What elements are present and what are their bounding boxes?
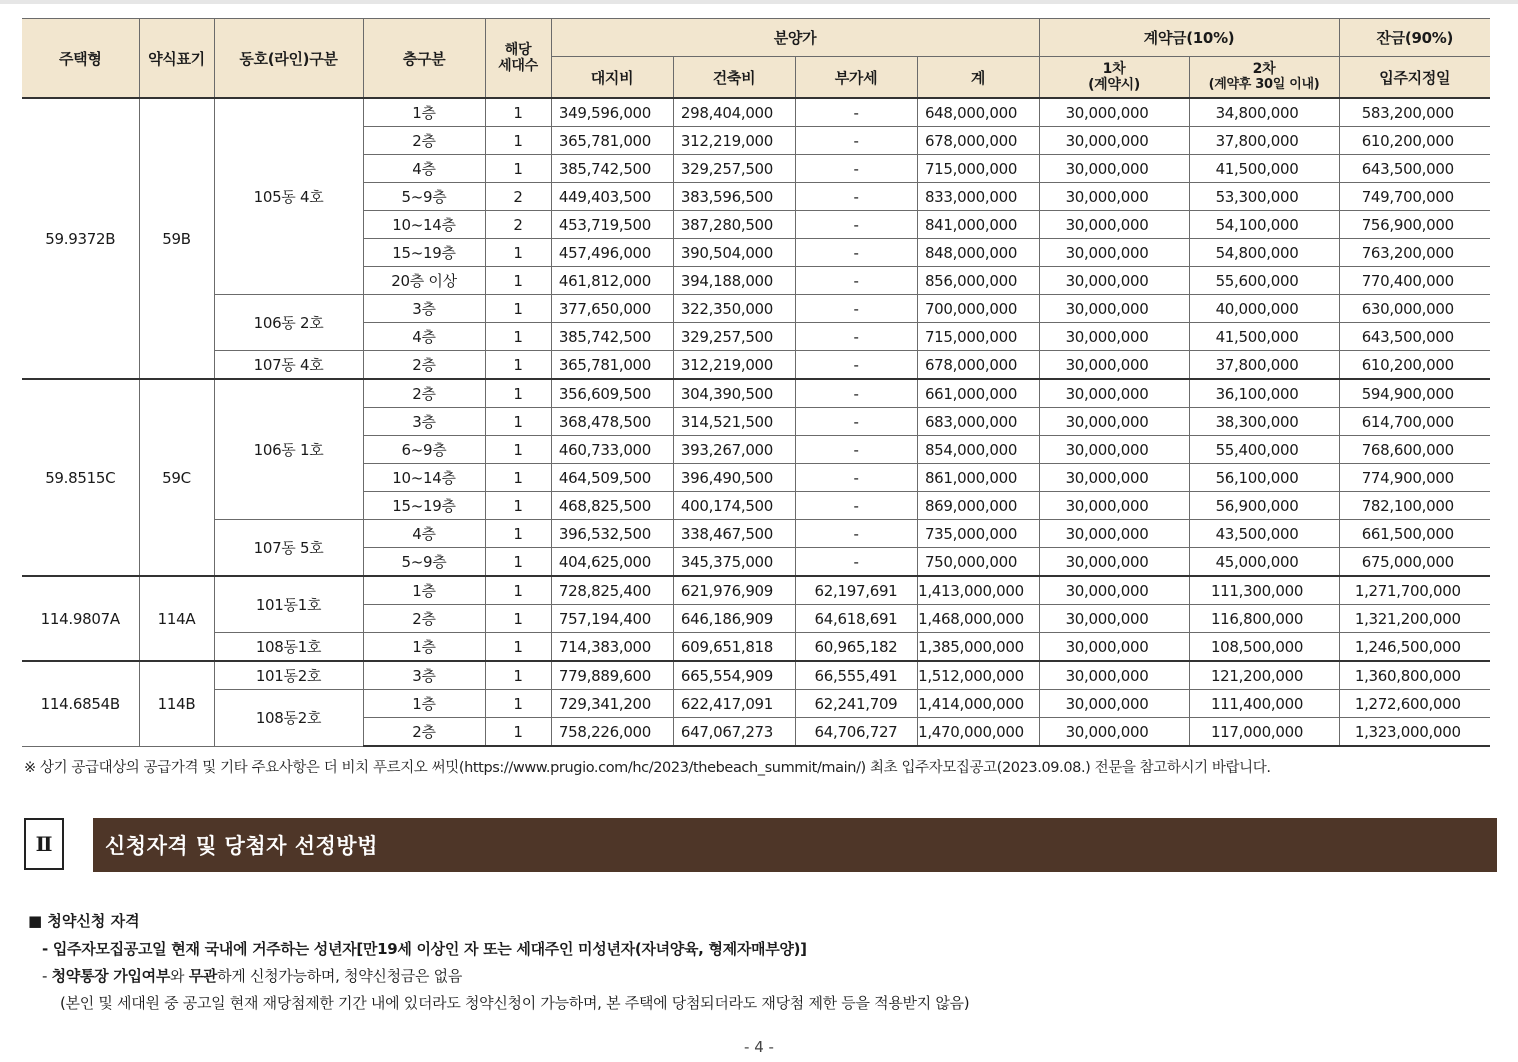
cell-building: 394,188,000: [673, 267, 795, 295]
cell-units: 1: [485, 718, 551, 747]
reference-note: ※ 상기 공급대상의 공급가격 및 기타 주요사항은 더 비치 푸르지오 써밋(https://www.prugio.com/hc/2023/thebeach_summit/main/) 최초 입주자모집공고(2023.09.08.) 전문을 참고하시기 바랍니다.: [24, 760, 1271, 776]
cell-land: 365,781,000: [551, 351, 673, 380]
cell-deposit-1: 30,000,000: [1039, 436, 1189, 464]
cell-deposit-2: 117,000,000: [1189, 718, 1339, 747]
cell-total: 1,413,000,000: [917, 576, 1039, 605]
cell-balance: 643,500,000: [1339, 323, 1490, 351]
page-number: - 4 -: [744, 1038, 774, 1056]
cell-deposit-1: 30,000,000: [1039, 295, 1189, 323]
cell-building: 665,554,909: [673, 661, 795, 690]
cell-land: 377,650,000: [551, 295, 673, 323]
cell-vat: -: [795, 323, 917, 351]
cell-deposit-2: 34,800,000: [1189, 98, 1339, 127]
cell-units: 1: [485, 576, 551, 605]
cell-total: 841,000,000: [917, 211, 1039, 239]
cell-land: 453,719,500: [551, 211, 673, 239]
cell-short-label: 59C: [139, 379, 214, 576]
cell-total: 1,414,000,000: [917, 690, 1039, 718]
cell-deposit-2: 111,300,000: [1189, 576, 1339, 605]
table-row: [22, 661, 1490, 690]
cell-land: 356,609,500: [551, 379, 673, 408]
cell-land: 404,625,000: [551, 548, 673, 577]
cell-vat: -: [795, 183, 917, 211]
cell-land: 396,532,500: [551, 520, 673, 548]
cell-floor: 2층: [363, 379, 485, 408]
cell-building: 322,350,000: [673, 295, 795, 323]
cell-housing-type: 59.8515C: [22, 379, 139, 576]
header-units-line1: 해당: [504, 42, 532, 58]
cell-housing-type: 114.9807A: [22, 576, 139, 661]
cell-floor: 15~19층: [363, 492, 485, 520]
eligibility-title: ■ 청약신청 자격: [28, 912, 140, 930]
cell-balance: 610,200,000: [1339, 127, 1490, 155]
cell-land: 728,825,400: [551, 576, 673, 605]
header-units-line2: 세대수: [498, 58, 538, 74]
cell-vat: -: [795, 520, 917, 548]
cell-building: 390,504,000: [673, 239, 795, 267]
cell-balance: 583,200,000: [1339, 98, 1490, 127]
cell-total: 833,000,000: [917, 183, 1039, 211]
cell-land: 779,889,600: [551, 661, 673, 690]
cell-building: 383,596,500: [673, 183, 795, 211]
cell-deposit-2: 53,300,000: [1189, 183, 1339, 211]
cell-deposit-2: 36,100,000: [1189, 379, 1339, 408]
cell-vat: 62,197,691: [795, 576, 917, 605]
header-deposit-2: [1189, 57, 1339, 99]
header-short-label: 약식표기: [139, 19, 214, 99]
cell-total: 715,000,000: [917, 323, 1039, 351]
cell-deposit-2: 116,800,000: [1189, 605, 1339, 633]
cell-total: 854,000,000: [917, 436, 1039, 464]
table-row: [22, 690, 1490, 718]
cell-units: 1: [485, 351, 551, 380]
header-land: 대지비: [551, 57, 673, 99]
cell-land: 758,226,000: [551, 718, 673, 747]
cell-building-line: 108동1호: [214, 633, 363, 662]
cell-vat: -: [795, 436, 917, 464]
cell-units: 1: [485, 633, 551, 662]
eligibility-line-2: [42, 965, 462, 986]
table-row: [22, 295, 1490, 323]
cell-deposit-1: 30,000,000: [1039, 379, 1189, 408]
cell-units: 1: [485, 661, 551, 690]
cell-balance: 1,323,000,000: [1339, 718, 1490, 747]
cell-deposit-2: 56,900,000: [1189, 492, 1339, 520]
section-title-bar: [93, 818, 1497, 872]
cell-deposit-1: 30,000,000: [1039, 576, 1189, 605]
cell-deposit-1: 30,000,000: [1039, 183, 1189, 211]
cell-building: 622,417,091: [673, 690, 795, 718]
cell-deposit-1: 30,000,000: [1039, 464, 1189, 492]
cell-balance: 630,000,000: [1339, 295, 1490, 323]
cell-units: 1: [485, 408, 551, 436]
cell-vat: -: [795, 548, 917, 577]
cell-vat: 64,618,691: [795, 605, 917, 633]
cell-deposit-2: 111,400,000: [1189, 690, 1339, 718]
cell-total: 715,000,000: [917, 155, 1039, 183]
cell-floor: 2층: [363, 605, 485, 633]
cell-vat: -: [795, 295, 917, 323]
cell-total: 700,000,000: [917, 295, 1039, 323]
cell-vat: -: [795, 379, 917, 408]
cell-balance: 749,700,000: [1339, 183, 1490, 211]
cell-deposit-1: 30,000,000: [1039, 690, 1189, 718]
cell-balance: 614,700,000: [1339, 408, 1490, 436]
cell-building: 393,267,000: [673, 436, 795, 464]
cell-floor: 1층: [363, 690, 485, 718]
cell-deposit-1: 30,000,000: [1039, 661, 1189, 690]
cell-short-label: 59B: [139, 98, 214, 379]
cell-total: 861,000,000: [917, 464, 1039, 492]
cell-units: 2: [485, 183, 551, 211]
cell-total: 848,000,000: [917, 239, 1039, 267]
cell-floor: 5~9층: [363, 183, 485, 211]
cell-deposit-2: 41,500,000: [1189, 323, 1339, 351]
cell-deposit-2: 40,000,000: [1189, 295, 1339, 323]
cell-total: 1,385,000,000: [917, 633, 1039, 662]
section-number: Ⅱ: [24, 818, 64, 870]
cell-floor: 10~14층: [363, 211, 485, 239]
cell-deposit-2: 45,000,000: [1189, 548, 1339, 577]
cell-total: 1,512,000,000: [917, 661, 1039, 690]
cell-land: 714,383,000: [551, 633, 673, 662]
cell-total: 1,470,000,000: [917, 718, 1039, 747]
cell-units: 1: [485, 492, 551, 520]
cell-building: 329,257,500: [673, 323, 795, 351]
eligibility-line-2-bold-a: 청약통장 가입여부: [51, 967, 171, 985]
header-deposit: 계약금(10%): [1039, 19, 1339, 57]
cell-floor: 2층: [363, 718, 485, 747]
cell-building-line: 105동 4호: [214, 98, 363, 295]
cell-vat: -: [795, 492, 917, 520]
cell-land: 449,403,500: [551, 183, 673, 211]
cell-deposit-1: 30,000,000: [1039, 492, 1189, 520]
cell-balance: 1,272,600,000: [1339, 690, 1490, 718]
cell-total: 678,000,000: [917, 351, 1039, 380]
cell-balance: 768,600,000: [1339, 436, 1490, 464]
cell-deposit-1: 30,000,000: [1039, 718, 1189, 747]
cell-total: 750,000,000: [917, 548, 1039, 577]
cell-units: 1: [485, 379, 551, 408]
cell-vat: 60,965,182: [795, 633, 917, 662]
cell-units: 1: [485, 605, 551, 633]
cell-floor: 4층: [363, 520, 485, 548]
cell-balance: 1,360,800,000: [1339, 661, 1490, 690]
cell-vat: -: [795, 267, 917, 295]
cell-deposit-1: 30,000,000: [1039, 98, 1189, 127]
cell-total: 661,000,000: [917, 379, 1039, 408]
cell-floor: 4층: [363, 155, 485, 183]
header-total: 계: [917, 57, 1039, 99]
cell-land: 385,742,500: [551, 155, 673, 183]
cell-land: 385,742,500: [551, 323, 673, 351]
header-floor: 층구분: [363, 19, 485, 99]
cell-deposit-2: 121,200,000: [1189, 661, 1339, 690]
cell-building-line: 107동 5호: [214, 520, 363, 577]
cell-total: 1,468,000,000: [917, 605, 1039, 633]
cell-deposit-2: 55,400,000: [1189, 436, 1339, 464]
cell-units: 1: [485, 520, 551, 548]
cell-building: 396,490,500: [673, 464, 795, 492]
cell-short-label: 114A: [139, 576, 214, 661]
cell-vat: -: [795, 98, 917, 127]
cell-floor: 4층: [363, 323, 485, 351]
cell-deposit-1: 30,000,000: [1039, 633, 1189, 662]
table-header: [22, 19, 1490, 99]
header-deposit-1: [1039, 57, 1189, 99]
cell-land: 457,496,000: [551, 239, 673, 267]
cell-floor: 1층: [363, 633, 485, 662]
cell-balance: 770,400,000: [1339, 267, 1490, 295]
cell-building-line: 107동 4호: [214, 351, 363, 380]
cell-building-line: 106동 1호: [214, 379, 363, 520]
top-divider: [0, 0, 1518, 4]
cell-floor: 3층: [363, 295, 485, 323]
cell-vat: -: [795, 155, 917, 183]
cell-vat: 62,241,709: [795, 690, 917, 718]
cell-units: 1: [485, 436, 551, 464]
header-deposit-1-line1: 1차: [1102, 61, 1126, 77]
cell-balance: 643,500,000: [1339, 155, 1490, 183]
cell-building-line: 108동2호: [214, 690, 363, 747]
cell-housing-type: 114.6854B: [22, 661, 139, 746]
cell-building: 387,280,500: [673, 211, 795, 239]
cell-floor: 3층: [363, 661, 485, 690]
header-balance: 잔금(90%): [1339, 19, 1490, 57]
cell-deposit-2: 41,500,000: [1189, 155, 1339, 183]
eligibility-line-1: - 입주자모집공고일 현재 국내에 거주하는 성년자[만19세 이상인 자 또는 세대주인 미성년자(자녀양육, 형제자매부양)]: [42, 940, 807, 958]
table-row: [22, 633, 1490, 662]
cell-floor: 20층 이상: [363, 267, 485, 295]
cell-land: 468,825,500: [551, 492, 673, 520]
cell-balance: 774,900,000: [1339, 464, 1490, 492]
header-move-in: 입주지정일: [1339, 57, 1490, 99]
cell-deposit-1: 30,000,000: [1039, 239, 1189, 267]
cell-units: 1: [485, 267, 551, 295]
cell-deposit-1: 30,000,000: [1039, 408, 1189, 436]
cell-units: 1: [485, 464, 551, 492]
section-title: 신청자격 및 당첨자 선정방법: [105, 834, 378, 858]
cell-balance: 1,271,700,000: [1339, 576, 1490, 605]
cell-total: 683,000,000: [917, 408, 1039, 436]
cell-balance: 1,246,500,000: [1339, 633, 1490, 662]
cell-building: 312,219,000: [673, 127, 795, 155]
cell-building: 621,976,909: [673, 576, 795, 605]
cell-balance: 594,900,000: [1339, 379, 1490, 408]
cell-deposit-2: 38,300,000: [1189, 408, 1339, 436]
cell-deposit-1: 30,000,000: [1039, 155, 1189, 183]
cell-deposit-2: 54,800,000: [1189, 239, 1339, 267]
cell-units: 1: [485, 548, 551, 577]
cell-land: 349,596,000: [551, 98, 673, 127]
header-sale-price: 분양가: [551, 19, 1039, 57]
cell-total: 856,000,000: [917, 267, 1039, 295]
table-row: [22, 98, 1490, 127]
cell-land: 461,812,000: [551, 267, 673, 295]
cell-units: 1: [485, 98, 551, 127]
header-building: 건축비: [673, 57, 795, 99]
cell-deposit-2: 54,100,000: [1189, 211, 1339, 239]
cell-land: 757,194,400: [551, 605, 673, 633]
header-building-line: 동호(라인)구분: [214, 19, 363, 99]
header-deposit-2-line1: 2차: [1252, 61, 1276, 77]
cell-floor: 3층: [363, 408, 485, 436]
cell-building: 338,467,500: [673, 520, 795, 548]
cell-total: 648,000,000: [917, 98, 1039, 127]
cell-deposit-1: 30,000,000: [1039, 520, 1189, 548]
cell-floor: 6~9층: [363, 436, 485, 464]
header-deposit-2-line2: (계약후 30일 이내): [1208, 77, 1320, 92]
cell-total: 735,000,000: [917, 520, 1039, 548]
cell-vat: -: [795, 351, 917, 380]
cell-deposit-2: 43,500,000: [1189, 520, 1339, 548]
cell-units: 1: [485, 127, 551, 155]
cell-floor: 2층: [363, 127, 485, 155]
cell-total: 869,000,000: [917, 492, 1039, 520]
cell-units: 2: [485, 211, 551, 239]
cell-building-line: 106동 2호: [214, 295, 363, 351]
cell-land: 729,341,200: [551, 690, 673, 718]
table-body: [22, 98, 1490, 746]
cell-deposit-1: 30,000,000: [1039, 323, 1189, 351]
cell-balance: 661,500,000: [1339, 520, 1490, 548]
cell-balance: 1,321,200,000: [1339, 605, 1490, 633]
price-table: [22, 18, 1490, 747]
cell-balance: 675,000,000: [1339, 548, 1490, 577]
eligibility-line-2-dash: -: [42, 967, 52, 985]
cell-balance: 610,200,000: [1339, 351, 1490, 380]
table-row: [22, 379, 1490, 408]
header-vat: 부가세: [795, 57, 917, 99]
cell-vat: -: [795, 127, 917, 155]
cell-land: 464,509,500: [551, 464, 673, 492]
cell-deposit-1: 30,000,000: [1039, 548, 1189, 577]
cell-land: 365,781,000: [551, 127, 673, 155]
cell-vat: -: [795, 239, 917, 267]
cell-land: 460,733,000: [551, 436, 673, 464]
eligibility-line-2-mid: 와: [170, 967, 189, 985]
cell-units: 1: [485, 295, 551, 323]
cell-land: 368,478,500: [551, 408, 673, 436]
cell-units: 1: [485, 323, 551, 351]
cell-building-line: 101동2호: [214, 661, 363, 690]
cell-deposit-1: 30,000,000: [1039, 351, 1189, 380]
cell-building: 298,404,000: [673, 98, 795, 127]
cell-units: 1: [485, 239, 551, 267]
cell-balance: 756,900,000: [1339, 211, 1490, 239]
cell-floor: 1층: [363, 576, 485, 605]
cell-deposit-2: 55,600,000: [1189, 267, 1339, 295]
eligibility-line-2-rest: 하게 신청가능하며, 청약신청금은 없음: [217, 967, 463, 985]
table-row: [22, 576, 1490, 605]
cell-housing-type: 59.9372B: [22, 98, 139, 379]
cell-short-label: 114B: [139, 661, 214, 746]
cell-balance: 763,200,000: [1339, 239, 1490, 267]
cell-deposit-1: 30,000,000: [1039, 211, 1189, 239]
cell-floor: 15~19층: [363, 239, 485, 267]
cell-vat: -: [795, 211, 917, 239]
cell-floor: 1층: [363, 98, 485, 127]
cell-units: 1: [485, 690, 551, 718]
cell-deposit-1: 30,000,000: [1039, 127, 1189, 155]
cell-building: 609,651,818: [673, 633, 795, 662]
cell-deposit-2: 56,100,000: [1189, 464, 1339, 492]
cell-deposit-1: 30,000,000: [1039, 605, 1189, 633]
cell-deposit-2: 108,500,000: [1189, 633, 1339, 662]
cell-floor: 5~9층: [363, 548, 485, 577]
cell-deposit-2: 37,800,000: [1189, 127, 1339, 155]
eligibility-line-3: (본인 및 세대원 중 공고일 현재 재당첨제한 기간 내에 있더라도 청약신청이 가능하며, 본 주택에 당첨되더라도 재당첨 제한 등을 적용받지 않음): [60, 994, 970, 1012]
cell-building: 314,521,500: [673, 408, 795, 436]
header-deposit-1-line2: (계약시): [1088, 77, 1140, 93]
cell-floor: 2층: [363, 351, 485, 380]
cell-total: 678,000,000: [917, 127, 1039, 155]
cell-floor: 10~14층: [363, 464, 485, 492]
cell-building: 312,219,000: [673, 351, 795, 380]
cell-vat: -: [795, 408, 917, 436]
cell-building: 400,174,500: [673, 492, 795, 520]
cell-building-line: 101동1호: [214, 576, 363, 633]
cell-vat: 64,706,727: [795, 718, 917, 747]
cell-building: 647,067,273: [673, 718, 795, 747]
cell-units: 1: [485, 155, 551, 183]
cell-deposit-1: 30,000,000: [1039, 267, 1189, 295]
cell-balance: 782,100,000: [1339, 492, 1490, 520]
cell-vat: 66,555,491: [795, 661, 917, 690]
header-units: [485, 19, 551, 99]
cell-building: 304,390,500: [673, 379, 795, 408]
eligibility-line-2-bold-b: 무관: [188, 967, 218, 985]
cell-building: 329,257,500: [673, 155, 795, 183]
cell-deposit-2: 37,800,000: [1189, 351, 1339, 380]
table-row: [22, 351, 1490, 380]
cell-building: 646,186,909: [673, 605, 795, 633]
table-row: [22, 520, 1490, 548]
cell-building: 345,375,000: [673, 548, 795, 577]
header-housing-type: 주택형: [22, 19, 139, 99]
cell-vat: -: [795, 464, 917, 492]
